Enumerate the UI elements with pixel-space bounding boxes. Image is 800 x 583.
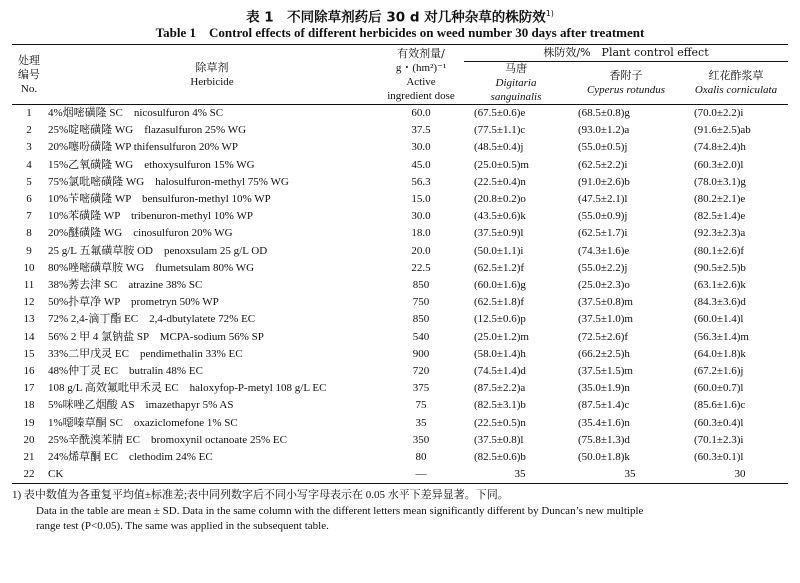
table-row	[12, 208, 788, 225]
table-title-cn-text: 表 1 不同除草剂药后 30 d 对几种杂草的株防效	[246, 9, 546, 26]
cell-oxalis: (78.0±3.1)g	[694, 175, 746, 188]
cell-digitaria: (58.0±1.4)h	[474, 347, 526, 360]
cell-cyperus: (37.5±1.0)m	[578, 313, 633, 326]
cell-herbicide: 108 g/L 高效氟吡甲禾灵 EC haloxyfop-P-metyl 108 g/L EC	[48, 382, 327, 395]
cell-digitaria: (20.8±0.2)o	[474, 193, 526, 206]
col-header-weed1-en	[464, 76, 568, 105]
cell-no: 10	[23, 261, 35, 274]
table-title-cn	[12, 0, 788, 26]
cell-dose: 75	[415, 399, 427, 412]
cell-oxalis: (60.3±0.1)l	[694, 451, 744, 464]
cell-no: 12	[23, 296, 35, 309]
col-header-weed3	[684, 62, 788, 105]
cell-oxalis: (80.1±2.6)f	[694, 244, 745, 257]
cell-dose: 350	[412, 433, 430, 446]
data-table	[12, 44, 788, 484]
table-row	[12, 243, 788, 260]
table-row	[12, 225, 788, 242]
col-header-weed2-cn: 香附子	[609, 69, 643, 82]
cell-herbicide: 48%仲丁灵 EC butralin 48% EC	[48, 365, 203, 378]
cell-dose: 30.0	[411, 141, 431, 154]
cell-dose: 37.5	[411, 124, 431, 137]
cell-no: 7	[26, 210, 32, 223]
cell-oxalis: (80.2±2.1)e	[694, 193, 746, 206]
cell-dose: 56.3	[411, 175, 431, 188]
col-header-herbicide	[46, 45, 378, 105]
cell-digitaria: (50.0±1.1)i	[474, 244, 524, 257]
cell-oxalis: (56.3±1.4)m	[694, 330, 749, 343]
table-row	[12, 380, 788, 397]
cell-no: 22	[23, 468, 35, 481]
cell-no: 16	[23, 365, 35, 378]
cell-no: 20	[23, 433, 35, 446]
cell-oxalis: (63.1±2.6)k	[694, 279, 746, 292]
cell-oxalis: 30	[734, 468, 746, 481]
table-row	[12, 174, 788, 191]
cell-cyperus: (55.0±2.2)j	[578, 261, 628, 274]
cell-cyperus: (91.0±2.6)b	[578, 175, 630, 188]
table-row	[12, 346, 788, 363]
cell-digitaria: (77.5±1.1)c	[474, 124, 526, 137]
cell-cyperus: (50.0±1.8)k	[578, 451, 630, 464]
col-header-herbicide-en: Herbicide	[190, 75, 234, 88]
cell-herbicide: 24%烯草酮 EC clethodim 24% EC	[48, 451, 213, 464]
col-header-herbicide-cn: 除草剂	[195, 60, 229, 74]
cell-cyperus: (62.5±1.7)i	[578, 227, 628, 240]
cell-no: 3	[26, 141, 32, 154]
cell-dose: 45.0	[411, 158, 431, 171]
cell-dose: 850	[412, 279, 430, 292]
cell-digitaria: (87.5±2.2)a	[474, 382, 526, 395]
col-header-dose-en1: Active	[406, 75, 436, 88]
cell-oxalis: (92.3±2.3)a	[694, 227, 746, 240]
cell-dose: 60.0	[411, 107, 431, 119]
cell-no: 6	[26, 193, 32, 206]
cell-oxalis: (60.0±1.4)l	[694, 313, 744, 326]
cell-oxalis: (70.0±2.2)i	[694, 107, 744, 119]
cell-dose: 15.0	[411, 193, 431, 206]
cell-dose: 20.0	[411, 244, 431, 257]
table-row	[12, 449, 788, 466]
header-row-1	[12, 45, 788, 62]
table-row	[12, 139, 788, 156]
col-header-weed1-cn: 马唐	[505, 62, 527, 75]
cell-cyperus: (66.2±2.5)h	[578, 347, 630, 360]
cell-oxalis: (60.0±0.7)l	[694, 382, 744, 395]
cell-no: 11	[23, 279, 35, 292]
cell-oxalis: (82.5±1.4)e	[694, 210, 746, 223]
table-row	[12, 466, 788, 484]
cell-cyperus: (35.0±1.9)n	[578, 382, 630, 395]
cell-dose: 900	[412, 347, 430, 360]
table-row	[12, 363, 788, 380]
cell-dose: 30.0	[411, 210, 431, 223]
cell-digitaria: (12.5±0.6)p	[474, 313, 526, 326]
table-row	[12, 157, 788, 174]
cell-dose: 720	[412, 365, 430, 378]
col-header-weed3-cn: 红花酢浆草	[708, 69, 764, 82]
col-header-no	[12, 45, 46, 105]
cell-cyperus: (62.5±2.2)i	[578, 158, 628, 171]
cell-herbicide: 10%苄嘧磺隆 WP bensulfuron-methyl 10% WP	[48, 193, 271, 206]
cell-digitaria: (67.5±0.6)e	[474, 107, 526, 119]
cell-dose: 850	[412, 313, 430, 326]
cell-herbicide: 33%二甲戊灵 EC pendimethalin 33% EC	[48, 347, 243, 360]
cell-cyperus: (72.5±2.6)f	[578, 330, 629, 343]
table-row	[12, 277, 788, 294]
cell-oxalis: (84.3±3.6)d	[694, 296, 746, 309]
col-group-control-effect: 株防效/% Plant control effect	[464, 45, 788, 62]
cell-digitaria: (74.5±1.4)d	[474, 365, 526, 378]
col-header-no-en: No.	[20, 82, 38, 95]
cell-dose: 540	[412, 330, 430, 343]
cell-digitaria: 35	[514, 468, 526, 481]
table-row	[12, 191, 788, 208]
cell-digitaria: (22.5±0.5)n	[474, 416, 526, 429]
cell-no: 13	[23, 313, 35, 326]
col-header-no-cn2: 编号	[18, 67, 40, 81]
cell-cyperus: (25.0±2.3)o	[578, 279, 630, 292]
cell-herbicide: 25 g/L 五氟磺草胺 OD penoxsulam 25 g/L OD	[48, 244, 268, 257]
cell-oxalis: (64.0±1.8)k	[694, 347, 746, 360]
col-header-weed2-en: Cyperus rotundus	[586, 84, 666, 96]
cell-cyperus: (37.5±0.8)m	[578, 296, 633, 309]
table-row	[12, 329, 788, 346]
cell-digitaria: (25.0±0.5)m	[474, 158, 529, 171]
cell-digitaria: (37.5±0.9)l	[474, 227, 524, 240]
table-notes	[12, 488, 788, 535]
cell-herbicide: 50%扑草净 WP prometryn 50% WP	[48, 296, 219, 309]
col-header-weed3-en: Oxalis corniculata	[694, 84, 778, 96]
cell-herbicide: 25%辛酰溴苯腈 EC bromoxynil octanoate 25% EC	[48, 433, 287, 446]
cell-herbicide: 56% 2 甲 4 氯钠盐 SP MCPA-sodium 56% SP	[48, 330, 264, 343]
cell-herbicide: 15%乙氧磺隆 WG ethoxysulfuron 15% WG	[48, 158, 255, 171]
note-en-line2: range test (P<0.05). The same was applied in the subsequent table.	[36, 520, 329, 533]
cell-cyperus: (37.5±1.5)m	[578, 365, 633, 378]
cell-cyperus: (87.5±1.4)c	[578, 399, 630, 412]
cell-cyperus: 35	[624, 468, 636, 481]
cell-no: 8	[26, 227, 32, 240]
table-title-en: Table 1 Control effects of different herbicides on weed number 30 days after treatment	[155, 25, 645, 40]
cell-no: 2	[26, 124, 32, 137]
cell-no: 15	[23, 347, 35, 360]
cell-herbicide: 72% 2,4-滴丁酯 EC 2,4-dbutylatete 72% EC	[48, 313, 256, 326]
cell-no: 5	[26, 175, 32, 188]
cell-herbicide: 5%咪唑乙烟酸 AS imazethapyr 5% AS	[48, 399, 234, 412]
cell-no: 17	[23, 382, 35, 395]
cell-digitaria: (25.0±1.2)m	[474, 330, 529, 343]
cell-cyperus: (93.0±1.2)a	[578, 124, 630, 137]
cell-dose: —	[415, 468, 427, 481]
col-header-weed1-en1: Digitaria	[495, 77, 537, 89]
table-row	[12, 122, 788, 139]
col-header-no-cn1: 处理	[18, 53, 40, 67]
cell-digitaria: (60.0±1.6)g	[474, 279, 526, 292]
cell-herbicide: CK	[48, 468, 64, 481]
cell-oxalis: (60.3±2.0)l	[694, 158, 744, 171]
title-footnote-mark: 1)	[545, 9, 554, 18]
table-row	[12, 432, 788, 449]
cell-digitaria: (82.5±0.6)b	[474, 451, 526, 464]
cell-digitaria: (43.5±0.6)k	[474, 210, 526, 223]
cell-oxalis: (60.3±0.4)l	[694, 416, 744, 429]
col-header-weed1-en2: sanguinalis	[490, 91, 542, 103]
cell-herbicide: 38%莠去津 SC atrazine 38% SC	[48, 279, 203, 292]
cell-herbicide: 20%噻吩磺隆 WP thifensulfuron 20% WP	[48, 141, 239, 154]
cell-herbicide: 80%唑嘧磺草胺 WG flumetsulam 80% WG	[48, 261, 255, 274]
cell-oxalis: (91.6±2.5)ab	[694, 124, 751, 137]
col-header-dose-unit: g・(hm²)⁻¹	[395, 61, 447, 74]
cell-digitaria: (62.5±1.2)f	[474, 261, 525, 274]
cell-oxalis: (74.8±2.4)h	[694, 141, 746, 154]
cell-no: 4	[26, 158, 32, 171]
cell-oxalis: (90.5±2.5)b	[694, 261, 746, 274]
cell-dose: 22.5	[411, 261, 431, 274]
cell-cyperus: (55.0±0.9)j	[578, 210, 628, 223]
note-cn: 1) 表中数值为各重复平均值±标准差;表中同列数字后不同小写字母表示在 0.05 水平下差异显著。下同。	[12, 489, 509, 502]
table-row	[12, 260, 788, 277]
table-body	[12, 105, 788, 484]
cell-cyperus: (55.0±0.5)j	[578, 141, 628, 154]
cell-digitaria: (48.5±0.4)j	[474, 141, 524, 154]
col-header-dose-cn: 有效剂量/	[397, 46, 445, 60]
cell-herbicide: 75%氯吡嘧磺隆 WG halosulfuron-methyl 75% WG	[48, 175, 289, 188]
cell-digitaria: (62.5±1.8)f	[474, 296, 525, 309]
cell-dose: 80	[415, 451, 427, 464]
cell-oxalis: (67.2±1.6)j	[694, 365, 744, 378]
cell-digitaria: (22.5±0.4)n	[474, 175, 526, 188]
col-header-weed2	[568, 62, 684, 105]
cell-digitaria: (37.5±0.8)l	[474, 433, 524, 446]
cell-cyperus: (75.8±1.3)d	[578, 433, 630, 446]
cell-no: 21	[23, 451, 35, 464]
cell-herbicide: 20%醚磺隆 WG cinosulfuron 20% WG	[48, 227, 233, 240]
cell-no: 9	[26, 244, 32, 257]
note-en-line1: Data in the table are mean ± SD. Data in the same column with the different letters mean significantly different by Duncan’s new multiple	[36, 504, 644, 517]
cell-no: 18	[23, 399, 35, 412]
table-row	[12, 397, 788, 414]
table-row	[12, 294, 788, 311]
cell-herbicide: 4%烟嘧磺隆 SC nicosulfuron 4% SC	[48, 107, 224, 119]
cell-cyperus: (35.4±1.6)n	[578, 416, 630, 429]
cell-oxalis: (85.6±1.6)c	[694, 399, 746, 412]
cell-digitaria: (82.5±3.1)b	[474, 399, 526, 412]
cell-dose: 375	[412, 382, 430, 395]
cell-oxalis: (70.1±2.3)i	[694, 433, 744, 446]
table-row	[12, 105, 788, 123]
cell-cyperus: (74.3±1.6)e	[578, 244, 630, 257]
cell-no: 19	[23, 416, 35, 429]
cell-dose: 18.0	[411, 227, 431, 240]
cell-dose: 750	[412, 296, 430, 309]
col-header-dose	[378, 45, 464, 105]
cell-herbicide: 10%苯磺隆 WP tribenuron-methyl 10% WP	[48, 210, 254, 223]
cell-herbicide: 1%噁嗪草酮 SC oxaziclomefone 1% SC	[48, 416, 238, 429]
cell-no: 1	[26, 107, 32, 119]
cell-no: 14	[23, 330, 35, 343]
table-row	[12, 415, 788, 432]
col-header-dose-en2: ingredient dose	[387, 89, 455, 102]
table-row	[12, 311, 788, 328]
cell-dose: 35	[415, 416, 427, 429]
cell-cyperus: (68.5±0.8)g	[578, 107, 630, 119]
cell-cyperus: (47.5±2.1)l	[578, 193, 628, 206]
cell-herbicide: 25%啶嘧磺隆 WG flazasulfuron 25% WG	[48, 124, 247, 137]
